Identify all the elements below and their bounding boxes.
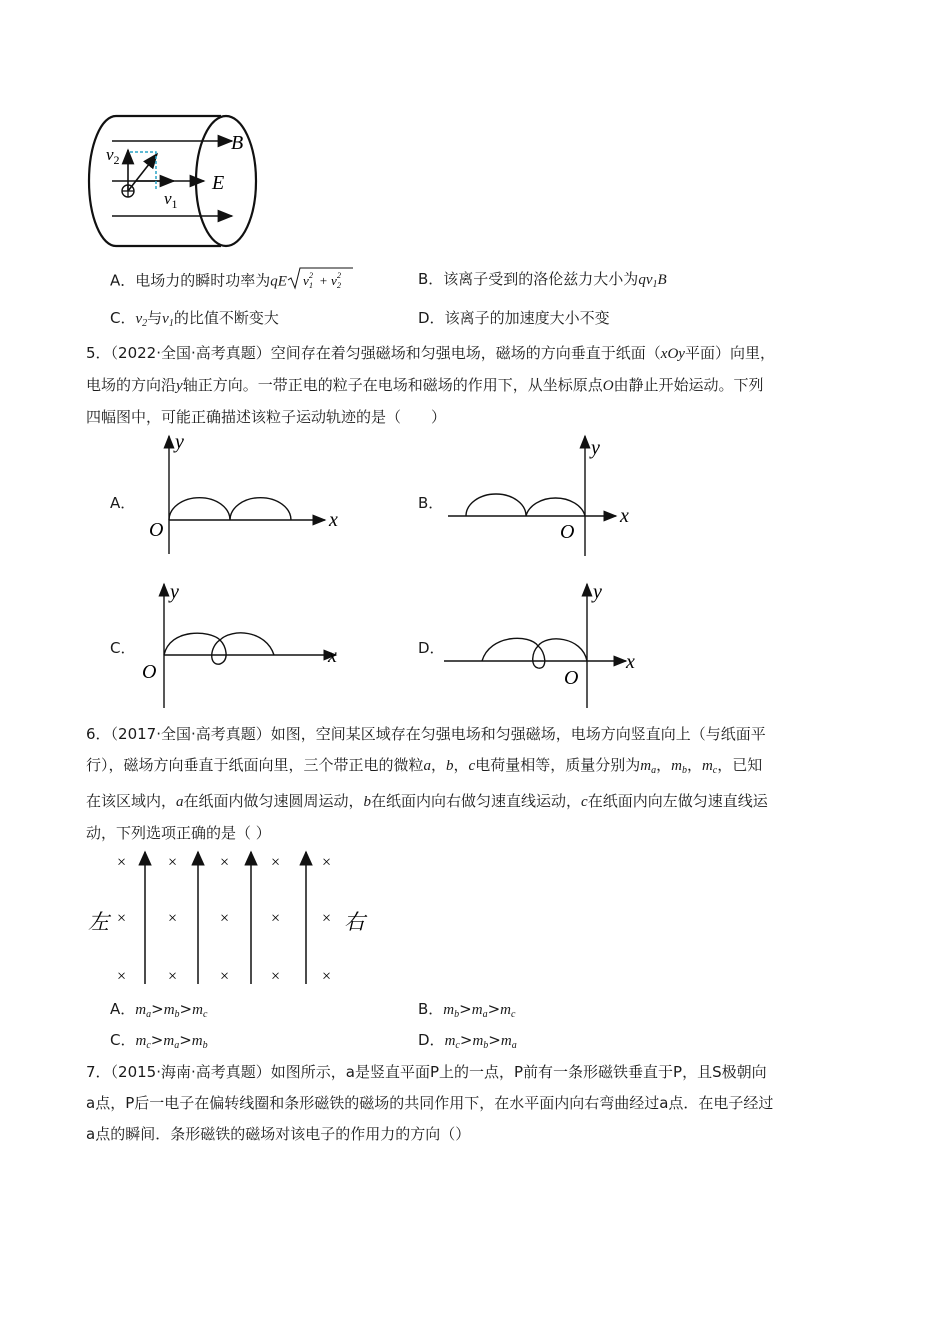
magnetic-field-crosses bbox=[116, 854, 332, 985]
q5-graph-d[interactable] bbox=[440, 578, 650, 710]
q4-option-c[interactable]: C．$v_2$与$v_1$的比值不断变大 bbox=[110, 309, 279, 329]
svg-text:1: 1 bbox=[308, 281, 313, 290]
magnetic-cross: × bbox=[270, 854, 281, 871]
svg-text:+: + bbox=[318, 273, 328, 288]
magnetic-cross: × bbox=[167, 968, 178, 985]
magnetic-cross: × bbox=[270, 910, 281, 927]
q6-option-a[interactable]: A．$m_a>m_b>m_c$ bbox=[110, 1000, 208, 1020]
svg-text:x: x bbox=[620, 505, 629, 527]
svg-text:y: y bbox=[175, 431, 184, 453]
svg-text:O: O bbox=[149, 519, 164, 541]
q4-option-b[interactable]: B．该离子受到的洛伦兹力大小为$qv_1B$ bbox=[418, 270, 667, 290]
q6-option-d[interactable]: D．$m_c>m_b>m_a$ bbox=[418, 1031, 517, 1051]
magnetic-cross: × bbox=[116, 968, 127, 985]
svg-text:x: x bbox=[626, 651, 635, 673]
magnetic-cross: × bbox=[321, 968, 332, 985]
q6-stem: 6．（2017·全国·高考真题）如图，空间某区域存在匀强电场和匀强磁场，电场方向竖直向上（与纸面平 行），磁场方向垂直于纸面向里，三个带正电的微粒a，b，c电荷量相等，质量分别为$m_a$，$m_b$，$m_c$，已知 在该区域内，a在纸面内做匀速圆周运动，b在纸面内向右做匀速直线运动，c在纸面内向左做匀速直线运 动，下列选项正确的是（ ） bbox=[86, 725, 768, 842]
q5-graph-a[interactable] bbox=[145, 428, 345, 558]
svg-text:y: y bbox=[170, 581, 179, 603]
q5-option-c-label[interactable]: C． bbox=[110, 639, 136, 657]
label-right: 右 bbox=[344, 910, 365, 934]
magnetic-cross: × bbox=[219, 910, 230, 927]
svg-text:O: O bbox=[142, 661, 157, 683]
svg-text:x: x bbox=[329, 509, 338, 531]
magnetic-cross: × bbox=[321, 854, 332, 871]
svg-text:y: y bbox=[593, 581, 602, 603]
q6-field-figure bbox=[86, 846, 376, 988]
magnetic-cross: × bbox=[116, 854, 127, 871]
svg-text:v2: $v_2$ bbox=[106, 145, 120, 167]
q5-graph-b[interactable] bbox=[440, 428, 640, 558]
q4-option-d[interactable]: D．该离子的加速度大小不变 bbox=[418, 309, 610, 327]
label-left: 左 bbox=[88, 910, 109, 934]
q5-stem: 5．（2022·全国·高考真题）空间存在着匀强磁场和匀强电场，磁场的方向垂直于纸面（xOy平面）向里， 电场的方向沿y轴正方向。一带正电的粒子在电场和磁场的作用下，从坐标原点O由静止开始运动。下列 四幅图中，可能正确描述该粒子运动轨迹的是（ ） bbox=[86, 344, 775, 426]
svg-text:v1: $v_1$ bbox=[164, 189, 178, 211]
svg-text:O: O bbox=[560, 521, 575, 543]
magnetic-cross: × bbox=[219, 854, 230, 871]
magnetic-cross: × bbox=[321, 910, 332, 927]
q6-option-b[interactable]: B．$m_b>m_a>m_c$ bbox=[418, 1000, 516, 1020]
cylinder-face bbox=[196, 116, 256, 246]
q5-option-b-label[interactable]: B． bbox=[418, 494, 444, 512]
svg-text:v: v bbox=[302, 273, 309, 288]
svg-text:x: x bbox=[328, 645, 337, 667]
label-E: E bbox=[212, 172, 225, 194]
svg-text:O: O bbox=[564, 667, 579, 689]
sqrt-v1-squared-plus-v2-squared bbox=[287, 266, 353, 296]
svg-text:2: 2 bbox=[308, 271, 313, 280]
magnetic-cross: × bbox=[219, 968, 230, 985]
q6-option-c[interactable]: C．$m_c>m_a>m_b$ bbox=[110, 1031, 208, 1051]
svg-text:2: 2 bbox=[336, 281, 341, 290]
magnetic-cross: × bbox=[167, 910, 178, 927]
svg-text:v: v bbox=[330, 273, 337, 288]
magnetic-cross: × bbox=[167, 854, 178, 871]
label-v2: v bbox=[106, 145, 114, 164]
q5-option-a-label[interactable]: A． bbox=[110, 494, 136, 512]
svg-text:y: y bbox=[591, 437, 600, 459]
label-B: B bbox=[231, 132, 244, 154]
cylinder-field-figure bbox=[86, 112, 266, 252]
magnetic-cross: × bbox=[270, 968, 281, 985]
q5-graph-c[interactable] bbox=[140, 578, 350, 710]
q4-option-a[interactable]: A．电场力的瞬时功率为qE v 1 2 + v 2 2 bbox=[110, 266, 353, 296]
magnetic-cross: × bbox=[116, 910, 127, 927]
q5-option-d-label[interactable]: D． bbox=[418, 639, 445, 657]
svg-text:2: 2 bbox=[336, 271, 341, 280]
q7-stem: 7．（2015·海南·高考真题）如图所示，a是竖直平面P上的一点，P前有一条形磁铁垂直于P，且S极朝向 a点，P后一电子在偏转线圈和条形磁铁的磁场的共同作用下，在水平面内向右弯曲经过a点．在电子经过 a点的瞬间．条形磁铁的磁场对该电子的作用力的方向（） bbox=[86, 1063, 774, 1143]
label-v1: v bbox=[164, 189, 172, 208]
